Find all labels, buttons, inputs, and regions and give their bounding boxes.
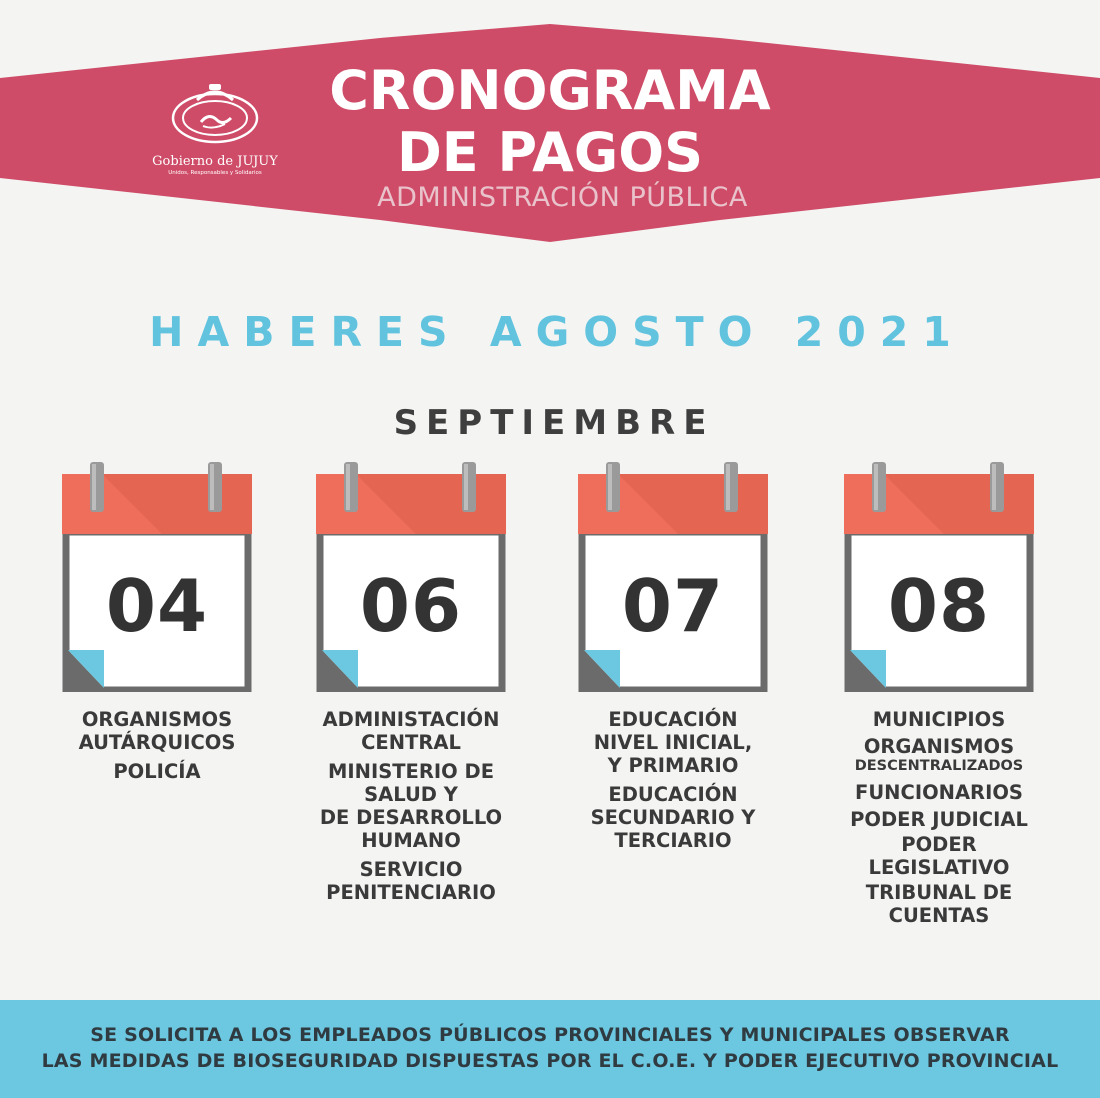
description-line: Y PRIMARIO — [607, 754, 739, 777]
description-group — [286, 858, 536, 904]
schedule-description — [32, 708, 282, 789]
description-line: CENTRAL — [361, 731, 461, 754]
description-group — [814, 833, 1064, 879]
description-line: EDUCACIÓN — [608, 783, 738, 806]
page-title-line1: CRONOGRAMA — [329, 59, 771, 122]
schedule-description — [286, 708, 536, 910]
notice-line1: SE SOLICITA A LOS EMPLEADOS PÚBLICOS PROVINCIALES Y MUNICIPALES OBSERVAR — [90, 1024, 1010, 1046]
description-line: AUTÁRQUICOS — [78, 731, 236, 754]
description-group — [548, 708, 798, 777]
description-line: FUNCIONARIOS — [855, 781, 1023, 804]
description-line: SERVICIO — [359, 858, 463, 881]
notice-line2: LAS MEDIDAS DE BIOSEGURIDAD DISPUESTAS POR EL C.O.E. Y PODER EJECUTIVO PROVINCIAL — [41, 1050, 1059, 1072]
description-line: ORGANISMOS — [863, 735, 1015, 758]
calendar-card — [62, 460, 252, 692]
description-line: PODER JUDICIAL — [850, 808, 1028, 831]
jujuy-emblem-icon — [167, 78, 263, 148]
calendar-card — [578, 460, 768, 692]
description-line: LEGISLATIVO — [868, 856, 1010, 879]
calendar-day: 08 — [887, 564, 991, 648]
logo-tagline: Unidos, Responsables y Solidarios — [168, 170, 262, 176]
description-line: PENITENCIARIO — [326, 881, 496, 904]
description-line: NIVEL INICIAL, — [593, 731, 753, 754]
biosecurity-notice — [0, 1000, 1100, 1098]
description-group — [814, 808, 1064, 831]
period-heading: HABERES AGOSTO 2021 — [149, 308, 965, 356]
calendar-day: 04 — [105, 564, 209, 648]
description-line: POLICÍA — [113, 760, 201, 783]
calendar-day: 07 — [621, 564, 725, 648]
description-line: SALUD Y — [364, 783, 458, 806]
description-line: EDUCACIÓN — [608, 708, 738, 731]
page-subtitle: ADMINISTRACIÓN PÚBLICA — [377, 182, 748, 213]
month-heading: SEPTIEMBRE — [393, 403, 715, 443]
description-line: TERCIARIO — [614, 829, 732, 852]
logo-name: Gobierno de JUJUY — [152, 154, 278, 169]
description-group — [286, 708, 536, 754]
description-group — [814, 881, 1064, 927]
calendar-day: 06 — [359, 564, 463, 648]
description-group — [32, 760, 282, 783]
calendar-card — [316, 460, 506, 692]
description-group — [32, 708, 282, 754]
description-group — [286, 760, 536, 852]
description-line: HUMANO — [361, 829, 461, 852]
description-group — [548, 783, 798, 852]
description-line: MINISTERIO DE — [327, 760, 495, 783]
description-line: ADMINISTACIÓN — [322, 708, 500, 731]
description-line: MUNICIPIOS — [872, 708, 1006, 731]
schedule-description — [548, 708, 798, 858]
description-line: PODER — [901, 833, 977, 856]
description-line: TRIBUNAL DE — [865, 881, 1013, 904]
government-logo — [140, 78, 290, 178]
description-line: DE DESARROLLO — [319, 806, 503, 829]
description-group — [814, 735, 1064, 758]
schedule-description — [814, 708, 1064, 927]
description-group — [814, 708, 1064, 731]
description-group — [814, 781, 1064, 804]
calendar-card — [844, 460, 1034, 692]
description-line: SECUNDARIO Y — [590, 806, 756, 829]
description-line: ORGANISMOS — [81, 708, 233, 731]
page-title-line2: DE PAGOS — [396, 121, 704, 184]
description-line: DESCENTRALIZADOS — [854, 758, 1024, 774]
description-line: CUENTAS — [888, 904, 990, 927]
